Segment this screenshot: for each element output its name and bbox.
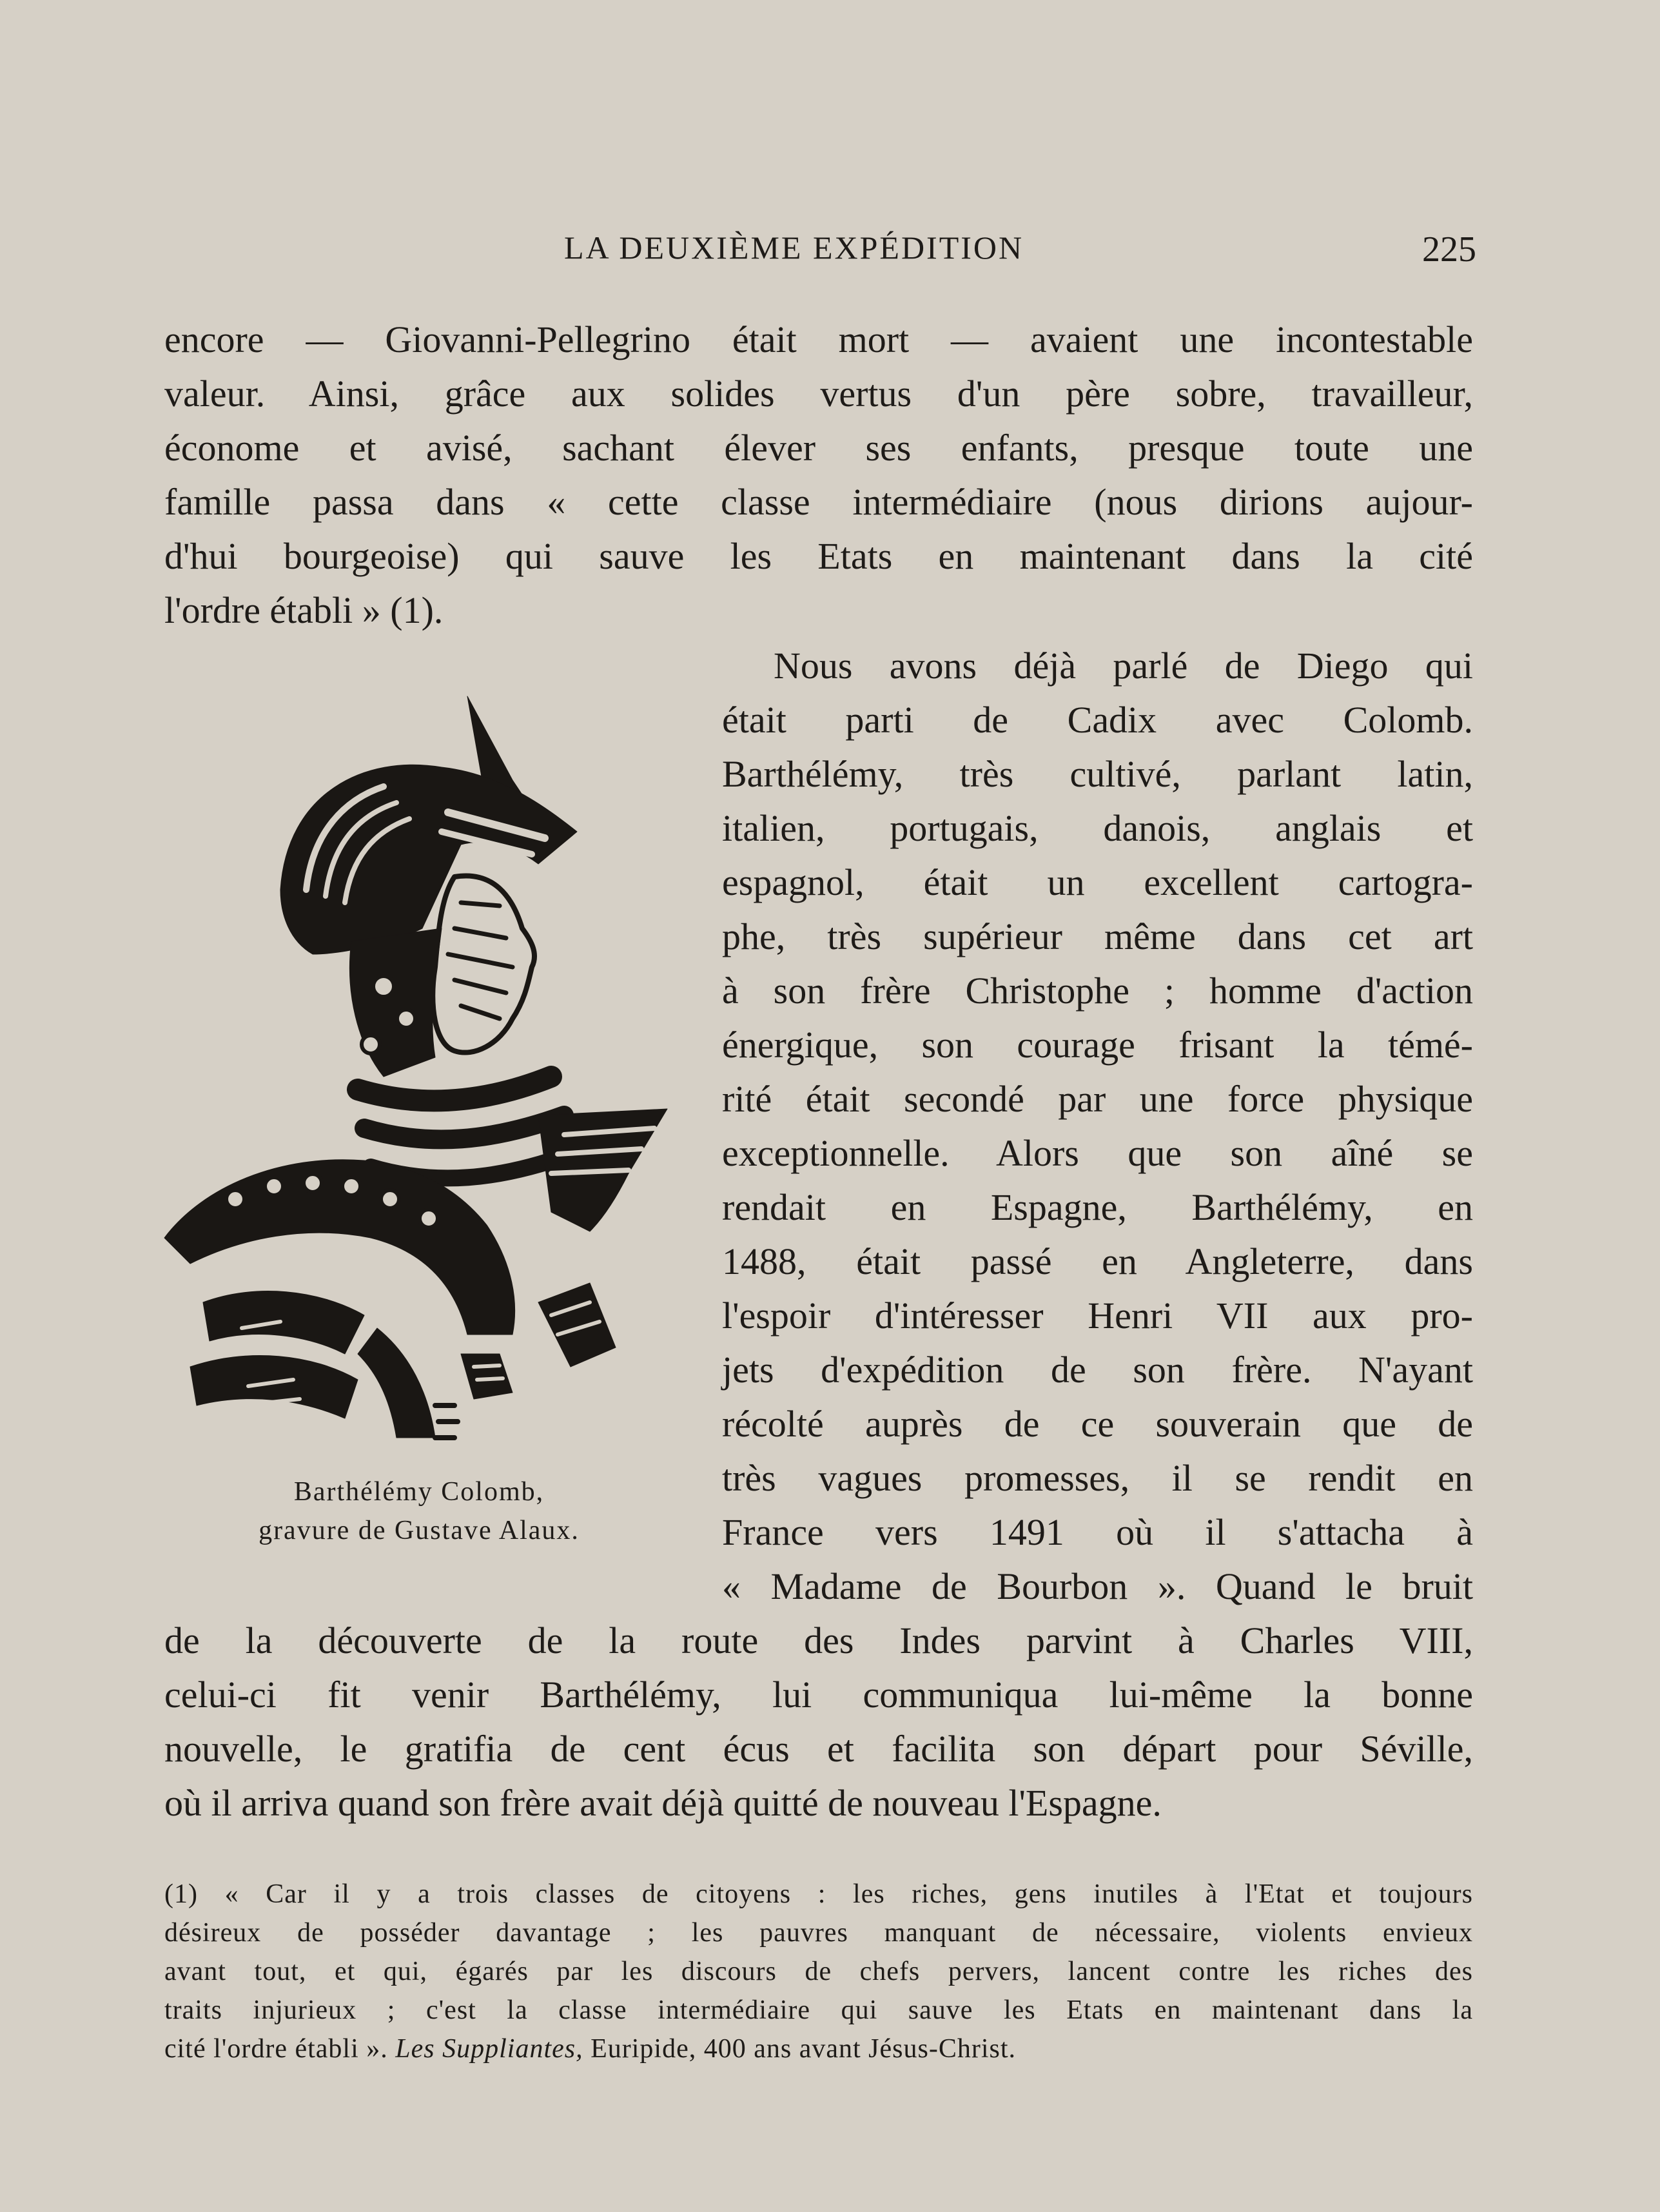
- body-line: l'espoir d'intéresser Henri VII aux pro-: [722, 1295, 1473, 1336]
- body-line: où il arriva quand son frère avait déjà quitté de nouveau l'Espagne.: [164, 1782, 1162, 1824]
- figure-caption: gravure de Gustave Alaux.: [259, 1516, 580, 1545]
- footnote-work-title: Les Suppliantes,: [395, 2034, 583, 2064]
- body-line: espagnol, était un excellent cartogra-: [722, 861, 1473, 903]
- armored-knight-illustration: [151, 683, 687, 1463]
- footnote-text: Euripide, 400 ans avant Jésus-Christ.: [583, 2034, 1017, 2064]
- body-line: énergique, son courage frisant la témé-: [722, 1024, 1473, 1066]
- body-line: rendait en Espagne, Barthélémy, en: [722, 1186, 1473, 1228]
- body-line: 1488, était passé en Angleterre, dans: [722, 1240, 1473, 1282]
- body-line: valeur. Ainsi, grâce aux solides vertus d'un père sobre, travailleur,: [164, 373, 1473, 415]
- running-title: LA DEUXIÈME EXPÉDITION: [564, 230, 1024, 266]
- footnote-text: cité l'ordre établi ».: [164, 2034, 396, 2064]
- body-line: à son frère Christophe ; homme d'action: [722, 970, 1473, 1012]
- page-number: 225: [1422, 230, 1476, 269]
- body-line: de la découverte de la route des Indes parvint à Charles VIII,: [164, 1620, 1473, 1661]
- body-line: celui-ci fit venir Barthélémy, lui communiqua lui-même la bonne: [164, 1674, 1473, 1716]
- body-line: l'ordre établi » (1).: [164, 589, 444, 631]
- body-line: rité était secondé par une force physique: [722, 1078, 1473, 1120]
- body-line: économe et avisé, sachant élever ses enfants, presque toute une: [164, 427, 1473, 469]
- body-line: « Madame de Bourbon ». Quand le bruit: [722, 1565, 1473, 1607]
- body-line: jets d'expédition de son frère. N'ayant: [722, 1349, 1473, 1391]
- body-line: Nous avons déjà parlé de Diego qui: [774, 645, 1473, 687]
- body-line: italien, portugais, danois, anglais et: [722, 807, 1473, 849]
- body-line: phe, très supérieur même dans cet art: [722, 915, 1473, 957]
- figure-caption: Barthélémy Colomb,: [293, 1477, 545, 1507]
- body-line: récolté auprès de ce souverain que de: [722, 1403, 1473, 1445]
- footnote-line: (1) « Car il y a trois classes de citoyens : les riches, gens inutiles à l'Etat et toujours: [164, 1879, 1473, 1909]
- body-line: très vagues promesses, il se rendit en: [722, 1457, 1473, 1499]
- body-line: nouvelle, le gratifia de cent écus et facilita son départ pour Séville,: [164, 1728, 1473, 1770]
- body-line: Barthélémy, très cultivé, parlant latin,: [722, 753, 1473, 795]
- footnote-line: désireux de posséder davantage ; les pauvres manquant de nécessaire, violents envieux: [164, 1918, 1473, 1948]
- footnote-line: traits injurieux ; c'est la classe intermédiaire qui sauve les Etats en maintenant dans la: [164, 1995, 1473, 2025]
- page-header: [161, 229, 1476, 280]
- footnote-line: avant tout, et qui, égarés par les discours de chefs pervers, lancent contre les riches des: [164, 1957, 1473, 1986]
- footnote-line: [164, 2030, 1473, 2068]
- body-line: encore — Giovanni-Pellegrino était mort — avaient une incontestable: [164, 318, 1473, 360]
- body-line: était parti de Cadix avec Colomb.: [722, 699, 1473, 741]
- body-line: d'hui bourgeoise) qui sauve les Etats en maintenant dans la cité: [164, 535, 1473, 577]
- body-line: France vers 1491 où il s'attacha à: [722, 1511, 1473, 1553]
- body-line: famille passa dans « cette classe intermédiaire (nous dirions aujour-: [164, 481, 1473, 523]
- portrait-engraving: [151, 683, 687, 1463]
- body-line: exceptionnelle. Alors que son aîné se: [722, 1132, 1473, 1174]
